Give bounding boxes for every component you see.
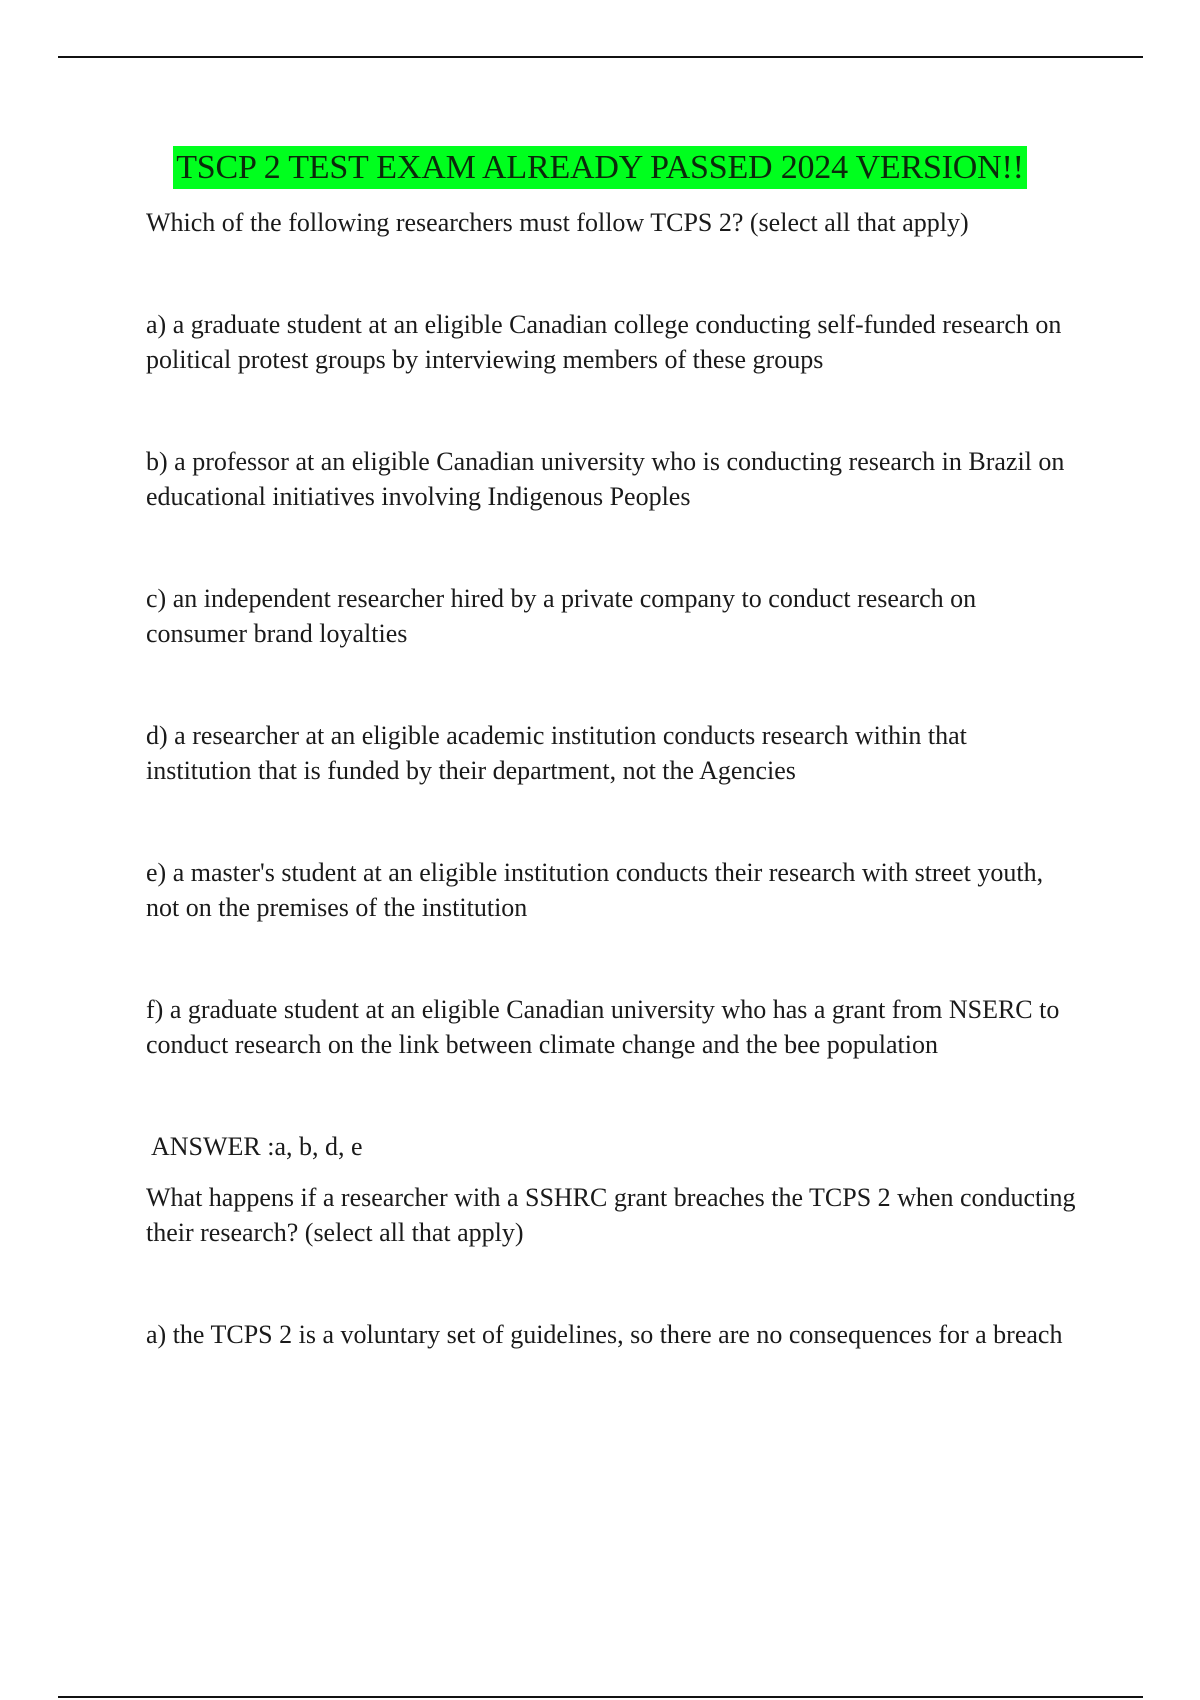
top-rule (58, 56, 1143, 58)
bottom-rule (58, 1696, 1143, 1698)
question-1-option-f: f) a graduate student at an eligible Canadian university who has a grant from NSERC to conduct research on the link between climate change and the bee population (146, 995, 1060, 1059)
question-2-prompt: What happens if a researcher with a SSHRC grant breaches the TCPS 2 when conducting their research? (select all that apply) (146, 1183, 1076, 1247)
title-container (0, 146, 1200, 189)
question-2-option-a: a) the TCPS 2 is a voluntary set of guidelines, so there are no consequences for a breach (146, 1320, 1063, 1349)
question-1-option-c: c) an independent researcher hired by a private company to conduct research on consumer brand loyalties (146, 584, 977, 648)
question-1-prompt: Which of the following researchers must follow TCPS 2? (select all that apply) (146, 208, 969, 237)
document-body (146, 205, 1076, 1352)
question-1-option-a: a) a graduate student at an eligible Canadian college conducting self-funded research on political protest groups by interviewing members of these groups (146, 310, 1062, 374)
question-1-option-b: b) a professor at an eligible Canadian university who is conducting research in Brazil on educational initiatives involving Indigenous Peoples (146, 447, 1065, 511)
question-1-answer: ANSWER :a, b, d, e (151, 1132, 363, 1161)
document-title: TSCP 2 TEST EXAM ALREADY PASSED 2024 VERSION!! (173, 146, 1027, 189)
question-1-option-e: e) a master's student at an eligible institution conducts their research with street youth, not on the premises of the institution (146, 858, 1044, 922)
question-1-option-d: d) a researcher at an eligible academic institution conducts research within that institution that is funded by their department, not the Agencies (146, 721, 967, 785)
